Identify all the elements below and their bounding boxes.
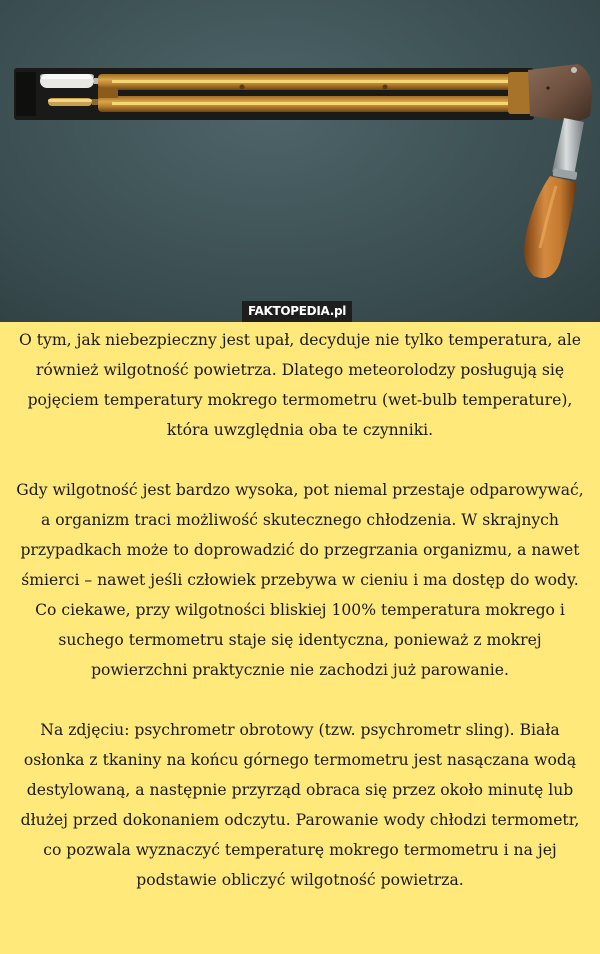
caption-paragraph-1: O tym, jak niebezpieczny jest upał, decyduje nie tylko temperatura, ale również wilgotność powietrza. Dlatego meteorolodzy posługują się pojęciem temperatury mokrego termometru (wet-bulb temperature), która uwzględnia oba te czynniki. xyxy=(19,331,581,439)
psychrometer-illustration xyxy=(0,0,600,322)
psychrometer-photo xyxy=(0,0,600,322)
caption-paragraph-2: Gdy wilgotność jest bardzo wysoka, pot niemal przestaje odparowywać, a organizm traci możliwość skutecznego chłodzenia. W skrajnych przypadkach może to doprowadzić do przegrzania organizmu, a nawet śmierci – nawet jeśli człowiek przebywa w cieniu i ma dostęp do wody. Co ciekawe, przy wilgotności bliskiej 100% temperatura mokrego i suchego termometru staje się identyczna, ponieważ z mokrej powierzchni praktycznie nie zachodzi już parowanie. xyxy=(16,481,584,679)
watermark-faktopedia: FAKTOPEDIA.pl xyxy=(242,301,352,322)
caption-paragraph-3: Na zdjęciu: psychrometr obrotowy (tzw. psychrometr sling). Biała osłonka z tkaniny na końcu górnego termometru jest nasączana wodą destylowaną, a następnie przyrząd obraca się przez około minutę lub dłużej przed dokonaniem odczytu. Parowanie wody chłodzi termometr, co pozwala wyznaczyć temperaturę mokrego termometru i na jej podstawie obliczyć wilgotność powietrza. xyxy=(20,721,580,889)
caption-text xyxy=(0,322,600,895)
